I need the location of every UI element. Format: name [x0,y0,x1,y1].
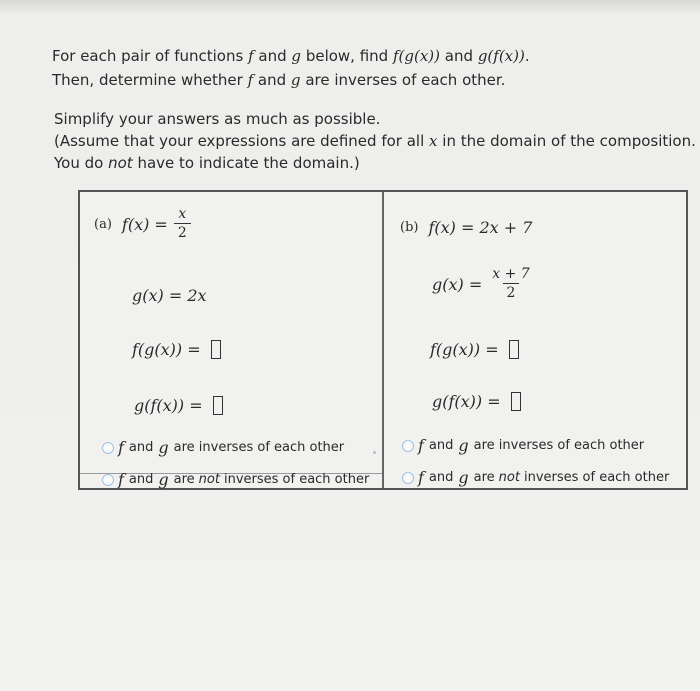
instruction-line-2: Then, determine whether f and g are inverses of each other. [52,71,506,89]
part-b-fg-row: f(g(x)) = [430,340,519,359]
part-b-g-definition: g(x) = $\frac{x + 7}{2}$ [432,266,534,302]
part-b-option-inverses[interactable]: f and g are inverses of each other [402,436,644,455]
part-a-gf-row: g(f(x)) = [134,396,223,415]
radio-button[interactable] [402,440,414,452]
radio-button[interactable] [102,474,114,486]
part-a-g-definition: g(x) = 2x [132,286,207,305]
problem-intro [52,44,530,92]
part-b-gf-row: g(f(x)) = [432,392,521,411]
top-border [0,0,700,14]
radio-button[interactable] [402,472,414,484]
part-b-fg-answer-input[interactable] [509,340,519,359]
instruction-line-1: For each pair of functions f and g below, find f(g(x)) and g(f(x)). [52,47,530,65]
part-a-option-not-inverses[interactable]: f and g are not inverses of each other [102,470,369,489]
part-b-option-not-inverses[interactable]: f and g are not inverses of each other [402,468,669,487]
part-a-gf-answer-input[interactable] [213,396,223,415]
part-a-option-inverses[interactable]: f and g are inverses of each other [102,438,344,457]
problem-table [78,190,688,490]
part-a-f-definition: (a) f(x) = $\frac{x}{2}$ [94,206,191,242]
part-a-cell [80,192,382,488]
part-b-cell [384,192,686,488]
divider-dot [373,451,376,454]
part-a-fg-row: f(g(x)) = [132,340,221,359]
simplify-note: Simplify your answers as much as possible. (Assume that your expressions are defined for all x in the domain of the composition. You do not have to indicate the domain.) [54,110,696,172]
fraction: $\frac{x + 7}{2}$ [492,266,530,301]
fraction: $\frac{x}{2}$ [174,206,191,242]
radio-button[interactable] [102,442,114,454]
part-b-gf-answer-input[interactable] [511,392,521,411]
part-a-fg-answer-input[interactable] [211,340,221,359]
part-b-f-definition: (b) f(x) = 2x + 7 [400,218,533,237]
